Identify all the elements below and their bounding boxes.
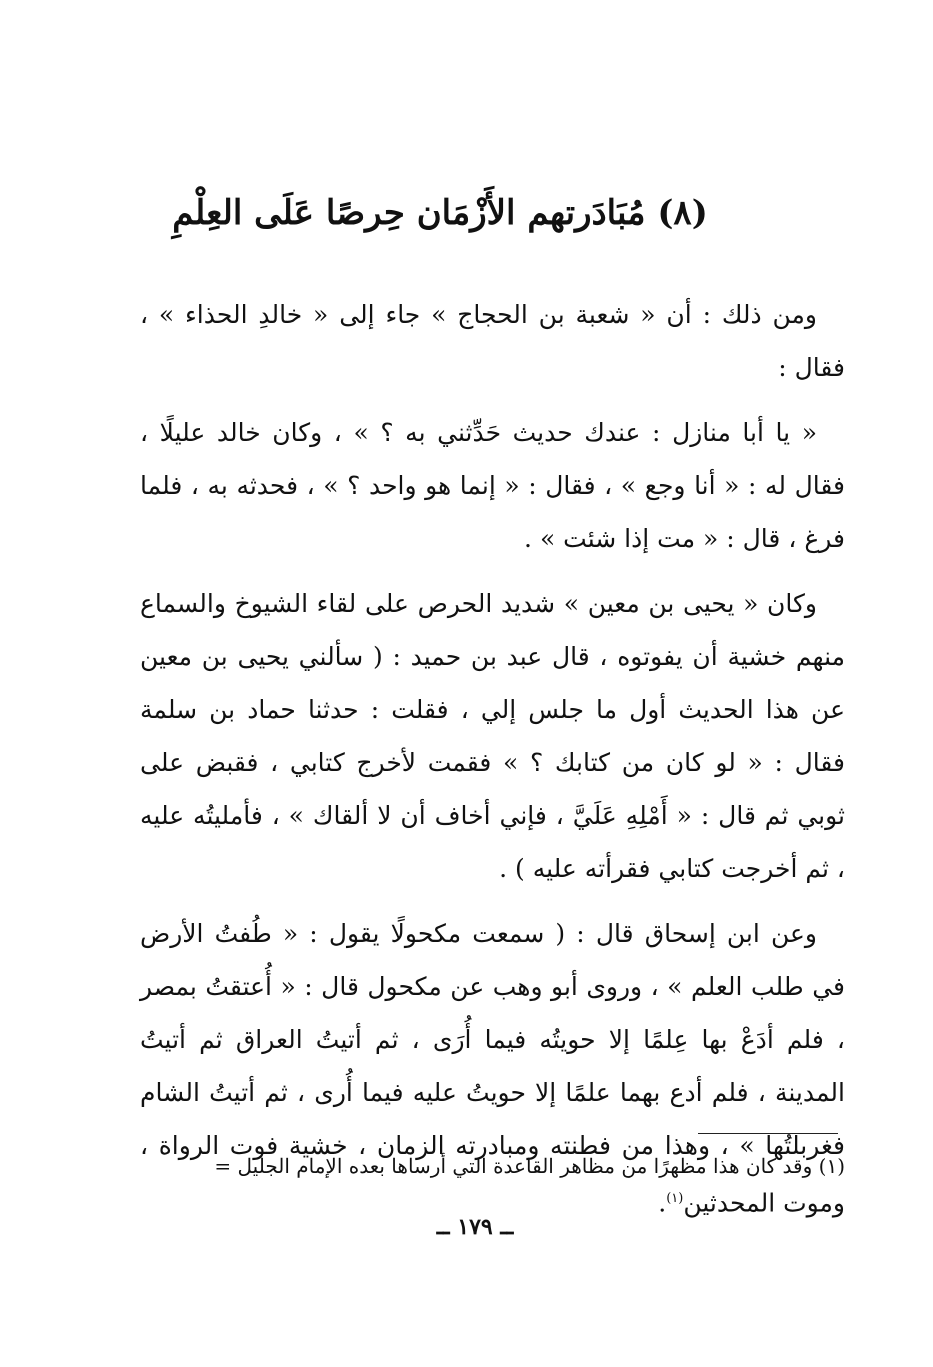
footnote-divider xyxy=(698,1133,838,1134)
footnote-reference[interactable]: (١) xyxy=(666,1191,684,1206)
paragraph-4-end: . xyxy=(658,1188,667,1218)
body-text xyxy=(140,288,845,1241)
page-number: ــ ١٧٩ ــ xyxy=(436,1214,514,1240)
paragraph-3: وكان « يحيى بن معين » شديد الحرص على لقاء الشيوخ والسماع منهم خشية أن يفوتوه ، قال عبد بن حميد : ( سألني يحيى بن معين عن هذا الحديث أول ما جلس إلي ، فقلت : حدثنا حماد بن سلمة فقال : « لو كان من كتابك ؟ » فقمت لأخرج كتابي ، فقبض على ثوبي ثم قال : « أَمْلِهِ عَلَيَّ ، فإني أخاف أن لا ألقاك » ، فأمليتُه عليه ، ثم أخرجت كتابي فقرأته عليه ) . xyxy=(140,589,845,883)
paragraph-2: « يا أبا منازل : عندك حديث حَدِّثني به ؟ » ، وكان خالد عليلًا ، فقال له : « أنا وجع » ، فقال : « إنما هو واحد ؟ » ، فحدثه به ، فلما فرغ ، قال : « مت إذا شئت » . xyxy=(140,418,845,553)
section-heading: (٨) مُبَادَرتهم الأَزْمَان حِرصًا عَلَى العِلْمِ xyxy=(172,193,708,233)
paragraph-4-text: وعن ابن إسحاق قال : ( سمعت مكحولًا يقول : « طُفتُ الأرض في طلب العلم » ، وروى أبو وهب عن مكحول قال : « أُعتقتُ بمصر ، فلم أدَعْ بها عِلمًا إلا حويتُه فيما أُرَى ، ثم أتيتُ العراق ثم أتيتُ المدينة ، فلم أدع بهما علمًا إلا حويتُ عليه فيما أُرى ، ثم أتيتُ الشام فغربلتُها » ، وهذا من فطنته ومبادرته الزمان ، خشية فوت الرواة ، وموت المحدثين xyxy=(140,919,845,1218)
paragraph-1: ومن ذلك : أن « شعبة بن الحجاج » جاء إلى « خالدِ الحذاء » ، فقال : xyxy=(140,300,845,382)
footnote: (١) وقد كان هذا مظهرًا من مظاهر القاعدة التي أرساها بعده الإمام الجليل = xyxy=(214,1154,845,1178)
